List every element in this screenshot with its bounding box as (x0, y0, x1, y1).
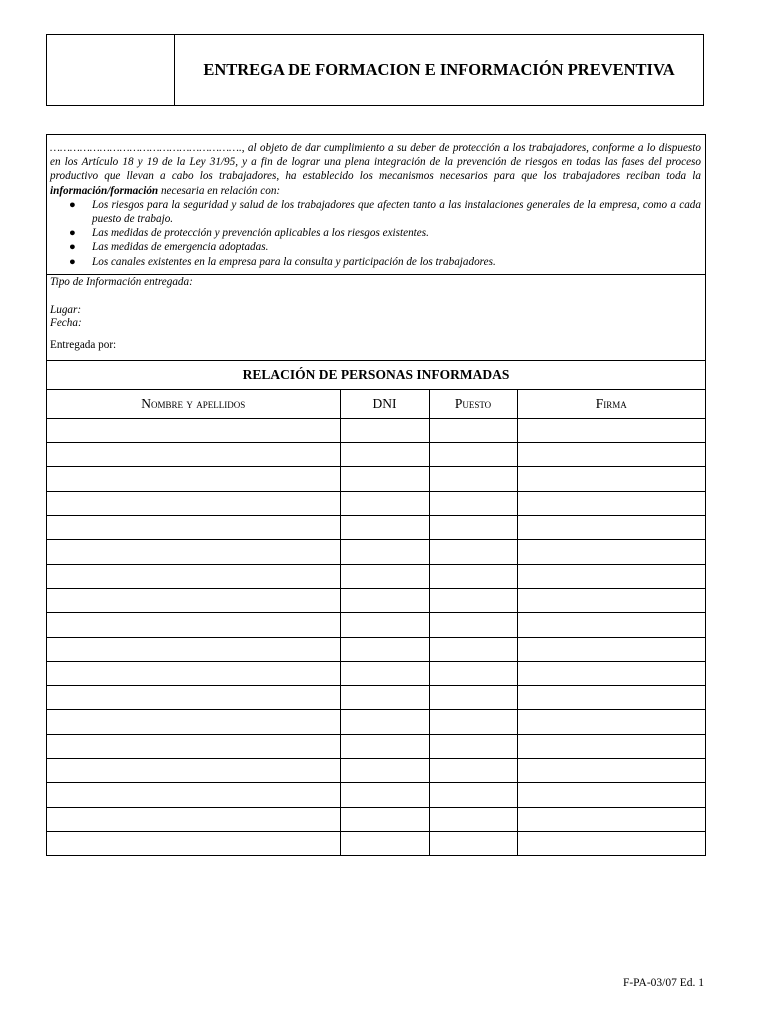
cell-nombre[interactable] (47, 686, 340, 710)
cell-puesto[interactable] (429, 734, 517, 758)
lugar-field[interactable]: Lugar: (50, 303, 82, 316)
cell-dni[interactable] (340, 564, 429, 588)
cell-firma[interactable] (517, 686, 705, 710)
cell-firma[interactable] (517, 613, 705, 637)
cell-firma[interactable] (517, 783, 705, 807)
table-row (47, 758, 705, 782)
cell-dni[interactable] (340, 443, 429, 467)
table-row (47, 491, 705, 515)
column-header-dni: DNI (340, 390, 429, 419)
cell-firma[interactable] (517, 418, 705, 442)
cell-dni[interactable] (340, 418, 429, 442)
cell-nombre[interactable] (47, 418, 340, 442)
tipo-informacion-field[interactable]: Tipo de Información entregada: (50, 275, 193, 288)
bullet-icon: ● (69, 241, 76, 254)
cell-nombre[interactable] (47, 710, 340, 734)
cell-nombre[interactable] (47, 516, 340, 540)
cell-dni[interactable] (340, 491, 429, 515)
table-row (47, 418, 705, 442)
table-row (47, 831, 705, 855)
table-row (47, 686, 705, 710)
document-header (46, 34, 704, 106)
bullet-text: Las medidas de protección y prevención aplicables a los riesgos existentes. (92, 227, 429, 240)
table-row (47, 783, 705, 807)
cell-puesto[interactable] (429, 661, 517, 685)
table-row (47, 710, 705, 734)
cell-puesto[interactable] (429, 758, 517, 782)
cell-nombre[interactable] (47, 588, 340, 612)
cell-puesto[interactable] (429, 418, 517, 442)
cell-puesto[interactable] (429, 613, 517, 637)
cell-nombre[interactable] (47, 443, 340, 467)
cell-dni[interactable] (340, 783, 429, 807)
table-row (47, 637, 705, 661)
cell-firma[interactable] (517, 564, 705, 588)
cell-firma[interactable] (517, 540, 705, 564)
fecha-field[interactable]: Fecha: (50, 316, 82, 329)
cell-puesto[interactable] (429, 467, 517, 491)
list-item (69, 198, 701, 226)
intro-paragraph (47, 135, 705, 275)
cell-puesto[interactable] (429, 588, 517, 612)
info-section (47, 275, 705, 361)
bullet-text: Los canales existentes en la empresa para la consulta y participación de los trabajadores. (92, 255, 496, 268)
table-row (47, 540, 705, 564)
cell-firma[interactable] (517, 758, 705, 782)
cell-dni[interactable] (340, 807, 429, 831)
cell-puesto[interactable] (429, 783, 517, 807)
bullet-icon: ● (69, 198, 76, 211)
cell-puesto[interactable] (429, 516, 517, 540)
cell-dni[interactable] (340, 540, 429, 564)
cell-firma[interactable] (517, 734, 705, 758)
cell-dni[interactable] (340, 637, 429, 661)
list-item (69, 255, 701, 269)
bullet-icon: ● (69, 255, 76, 268)
table-row (47, 807, 705, 831)
cell-puesto[interactable] (429, 443, 517, 467)
section-title: RELACIÓN DE PERSONAS INFORMADAS (47, 361, 705, 390)
cell-nombre[interactable] (47, 734, 340, 758)
cell-puesto[interactable] (429, 807, 517, 831)
cell-firma[interactable] (517, 516, 705, 540)
cell-firma[interactable] (517, 710, 705, 734)
cell-puesto[interactable] (429, 637, 517, 661)
cell-dni[interactable] (340, 613, 429, 637)
cell-firma[interactable] (517, 588, 705, 612)
cell-puesto[interactable] (429, 831, 517, 855)
logo-placeholder (47, 35, 175, 105)
cell-nombre[interactable] (47, 540, 340, 564)
cell-nombre[interactable] (47, 831, 340, 855)
list-item (69, 226, 701, 240)
cell-dni[interactable] (340, 758, 429, 782)
table-header-row (47, 390, 705, 419)
intro-text-after: necesaria en relación con: (158, 184, 281, 197)
cell-nombre[interactable] (47, 758, 340, 782)
table-row (47, 443, 705, 467)
intro-bullet-list (50, 198, 701, 269)
cell-puesto[interactable] (429, 564, 517, 588)
cell-nombre[interactable] (47, 467, 340, 491)
bullet-icon: ● (69, 227, 76, 240)
cell-firma[interactable] (517, 491, 705, 515)
cell-dni[interactable] (340, 831, 429, 855)
cell-nombre[interactable] (47, 661, 340, 685)
list-item (69, 240, 701, 254)
cell-nombre[interactable] (47, 807, 340, 831)
cell-firma[interactable] (517, 831, 705, 855)
cell-puesto[interactable] (429, 710, 517, 734)
cell-nombre[interactable] (47, 564, 340, 588)
table-row (47, 661, 705, 685)
table-row (47, 734, 705, 758)
cell-firma[interactable] (517, 443, 705, 467)
table-row (47, 564, 705, 588)
persons-table (47, 390, 705, 855)
bullet-text: Los riesgos para la seguridad y salud de los trabajadores que afecten tanto a las instalaciones generales de la empresa, como a cada puesto de trabajo. (92, 198, 701, 226)
cell-dni[interactable] (340, 710, 429, 734)
form-code: F-PA-03/07 Ed. 1 (622, 977, 704, 989)
cell-nombre[interactable] (47, 491, 340, 515)
table-body (47, 418, 705, 855)
entregada-por-field[interactable]: Entregada por: (50, 338, 117, 351)
intro-text-before: …………………………………………………., al objeto de dar cumplimiento a su deber de protección a los trabajadores, conforme a lo dispuesto en los Artículo 18 y 19 de la Ley 31/95, y a fin de lograr una plena integración de la prevención de riesgos en todas las fases del proceso productivo que llevan a cabo los trabajadores, ha establecido los mecanismos necesarios para que los trabajadores reciban toda la (50, 142, 701, 183)
cell-dni[interactable] (340, 734, 429, 758)
table-row (47, 516, 705, 540)
table-row (47, 467, 705, 491)
intro-bold-text: información/formación (50, 184, 159, 197)
document-title: ENTREGA DE FORMACION E INFORMACIÓN PREVENTIVA (203, 60, 675, 79)
cell-dni[interactable] (340, 516, 429, 540)
cell-dni[interactable] (340, 661, 429, 685)
bullet-text: Las medidas de emergencia adoptadas. (92, 241, 269, 254)
column-header-nombre: Nombre y apellidos (47, 390, 340, 419)
table-row (47, 613, 705, 637)
column-header-puesto: Puesto (429, 390, 517, 419)
cell-dni[interactable] (340, 588, 429, 612)
cell-firma[interactable] (517, 467, 705, 491)
form-body (46, 134, 706, 856)
cell-puesto[interactable] (429, 491, 517, 515)
cell-puesto[interactable] (429, 540, 517, 564)
cell-nombre[interactable] (47, 613, 340, 637)
column-header-firma: Firma (517, 390, 705, 419)
cell-firma[interactable] (517, 807, 705, 831)
cell-dni[interactable] (340, 467, 429, 491)
cell-nombre[interactable] (47, 637, 340, 661)
cell-firma[interactable] (517, 661, 705, 685)
cell-firma[interactable] (517, 637, 705, 661)
cell-nombre[interactable] (47, 783, 340, 807)
cell-puesto[interactable] (429, 686, 517, 710)
cell-dni[interactable] (340, 686, 429, 710)
table-row (47, 588, 705, 612)
